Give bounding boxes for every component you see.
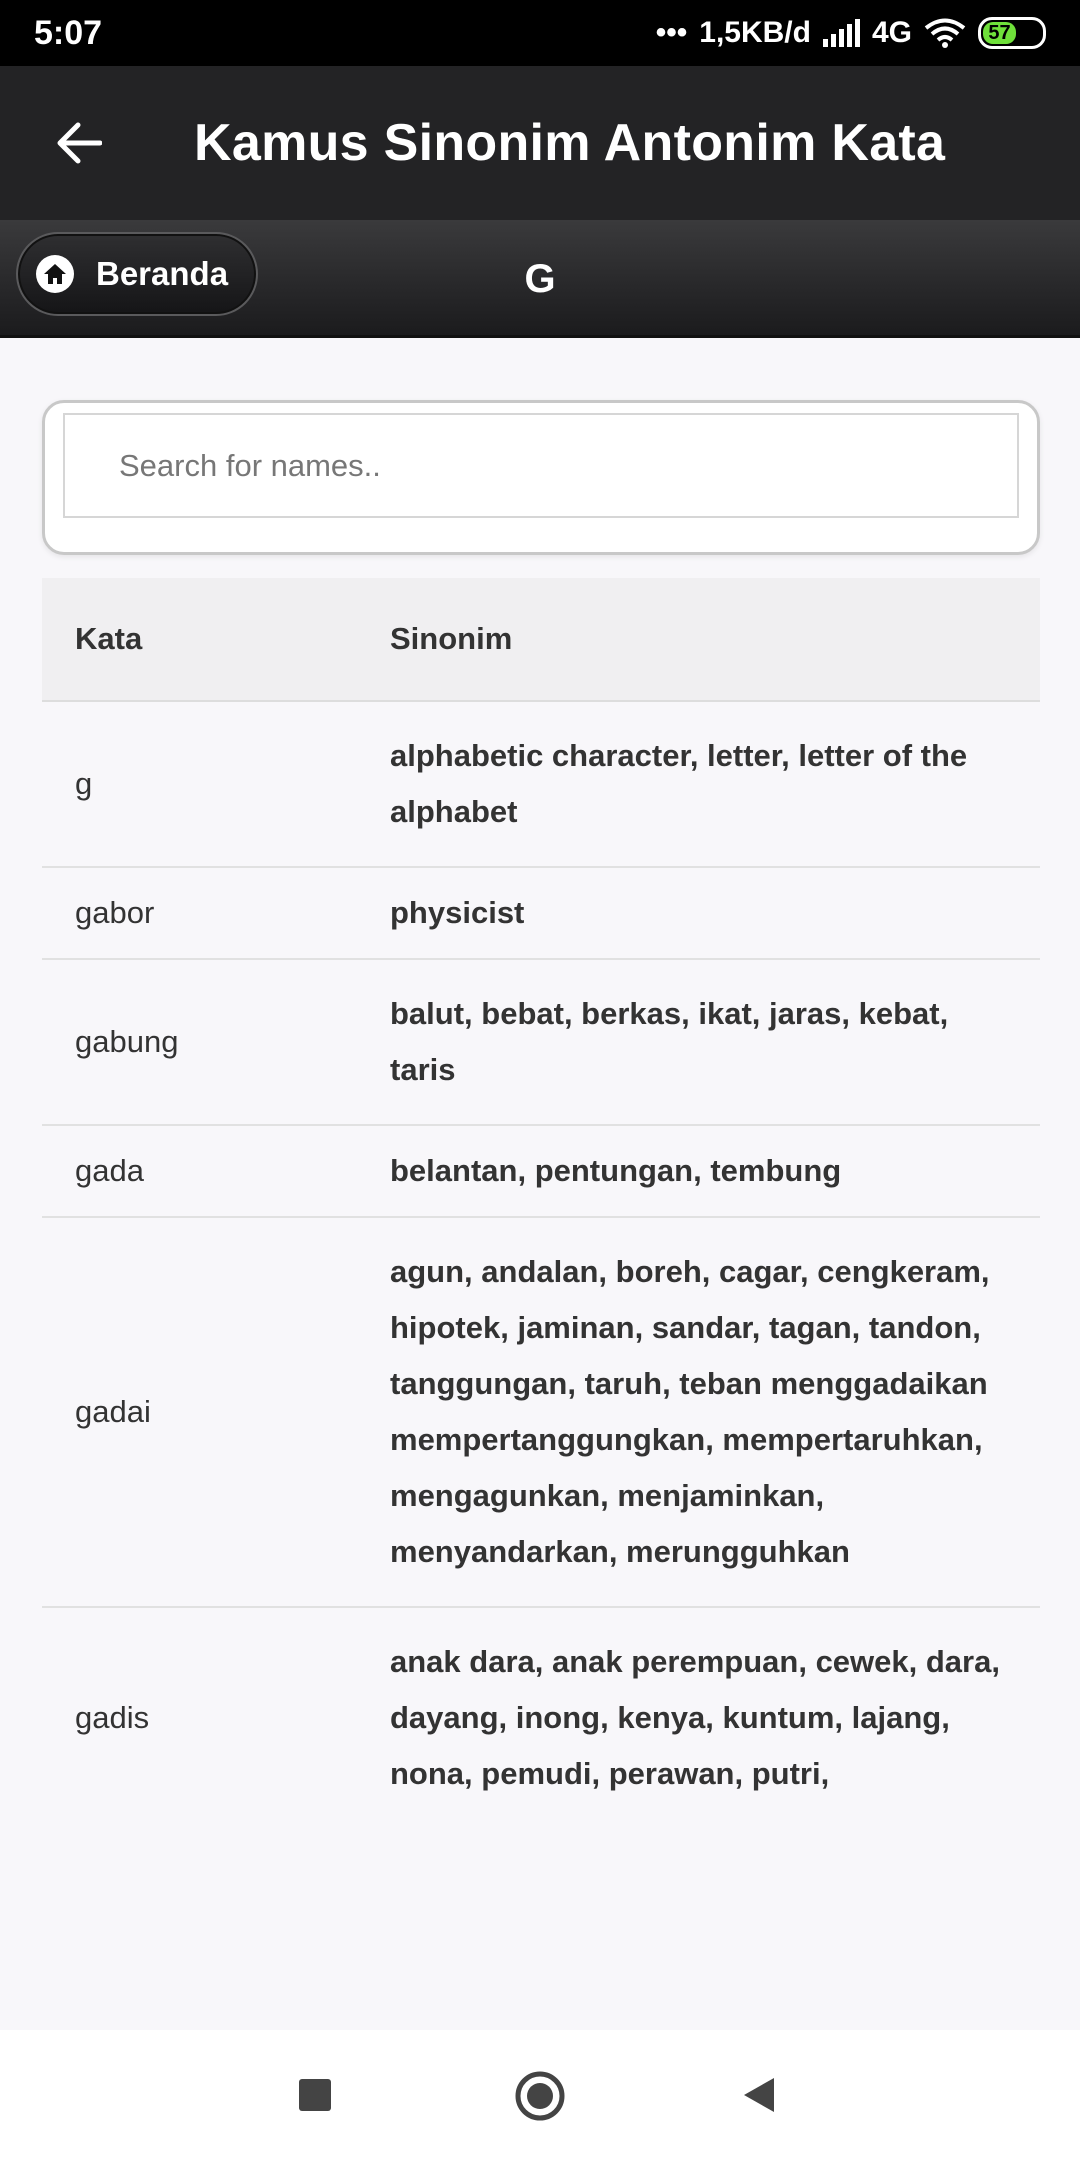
synonym-cell: anak dara, anak perempuan, cewek, dara, dayang, inong, kenya, kuntum, lajang, nona, pemudi, perawan, putri, bbox=[390, 1644, 1000, 1791]
recents-button[interactable] bbox=[298, 2078, 332, 2112]
search-container bbox=[42, 400, 1040, 555]
status-icons bbox=[656, 16, 1046, 50]
home-button[interactable] bbox=[16, 232, 258, 316]
page-title: Kamus Sinonim Antonim Kata bbox=[194, 114, 946, 172]
header-kata: Kata bbox=[75, 621, 143, 656]
table-header bbox=[42, 578, 1040, 702]
battery-icon bbox=[978, 17, 1046, 49]
square-icon bbox=[298, 2078, 332, 2112]
word-cell: gadis bbox=[75, 1700, 150, 1735]
more-dots-icon: ••• bbox=[655, 16, 688, 49]
home-icon bbox=[36, 255, 74, 293]
status-time: 5:07 bbox=[34, 13, 103, 52]
status-bar bbox=[0, 0, 1080, 66]
synonym-cell: alphabetic character, letter, letter of the alphabet bbox=[390, 738, 968, 829]
table-row[interactable] bbox=[42, 1608, 1040, 1828]
synonym-cell: balut, bebat, berkas, ikat, jaras, kebat, taris bbox=[390, 996, 949, 1087]
table-row[interactable] bbox=[42, 960, 1040, 1126]
word-cell: gadai bbox=[75, 1394, 151, 1429]
net-speed: 1,5KB/d bbox=[699, 16, 811, 49]
back-arrow-icon[interactable] bbox=[50, 115, 106, 171]
circle-icon bbox=[514, 2070, 566, 2122]
wifi-icon bbox=[924, 17, 966, 49]
header-sinonim: Sinonim bbox=[390, 621, 513, 656]
table-row[interactable] bbox=[42, 1126, 1040, 1218]
back-nav-button[interactable] bbox=[742, 2076, 776, 2114]
synonym-cell: belantan, pentungan, tembung bbox=[390, 1153, 842, 1188]
home-label: Beranda bbox=[96, 255, 229, 292]
search-input[interactable] bbox=[63, 413, 1019, 518]
synonym-cell: physicist bbox=[390, 895, 525, 930]
system-nav-bar bbox=[0, 2030, 1080, 2160]
battery-level: 57 bbox=[983, 22, 1016, 44]
sub-header bbox=[0, 220, 1080, 338]
signal-icon bbox=[823, 19, 860, 47]
home-nav-button[interactable] bbox=[514, 2070, 566, 2122]
table-row[interactable] bbox=[42, 702, 1040, 868]
word-cell: g bbox=[75, 766, 93, 801]
table-row[interactable] bbox=[42, 868, 1040, 960]
app-bar bbox=[0, 66, 1080, 220]
synonym-table bbox=[42, 578, 1040, 1828]
word-cell: gabor bbox=[75, 895, 155, 930]
letter-heading: G bbox=[524, 257, 556, 301]
network-type: 4G bbox=[871, 16, 912, 49]
table-row[interactable] bbox=[42, 1218, 1040, 1608]
synonym-cell: agun, andalan, boreh, cagar, cengkeram, hipotek, jaminan, sandar, tagan, tandon, tanggungan, taruh, teban menggadaikan mempertanggungkan, mempertaruhkan, mengagunkan, menjaminkan, menyandarkan, merungguhkan bbox=[390, 1254, 990, 1569]
word-cell: gada bbox=[75, 1153, 144, 1188]
triangle-back-icon bbox=[742, 2076, 776, 2114]
word-cell: gabung bbox=[75, 1024, 179, 1059]
